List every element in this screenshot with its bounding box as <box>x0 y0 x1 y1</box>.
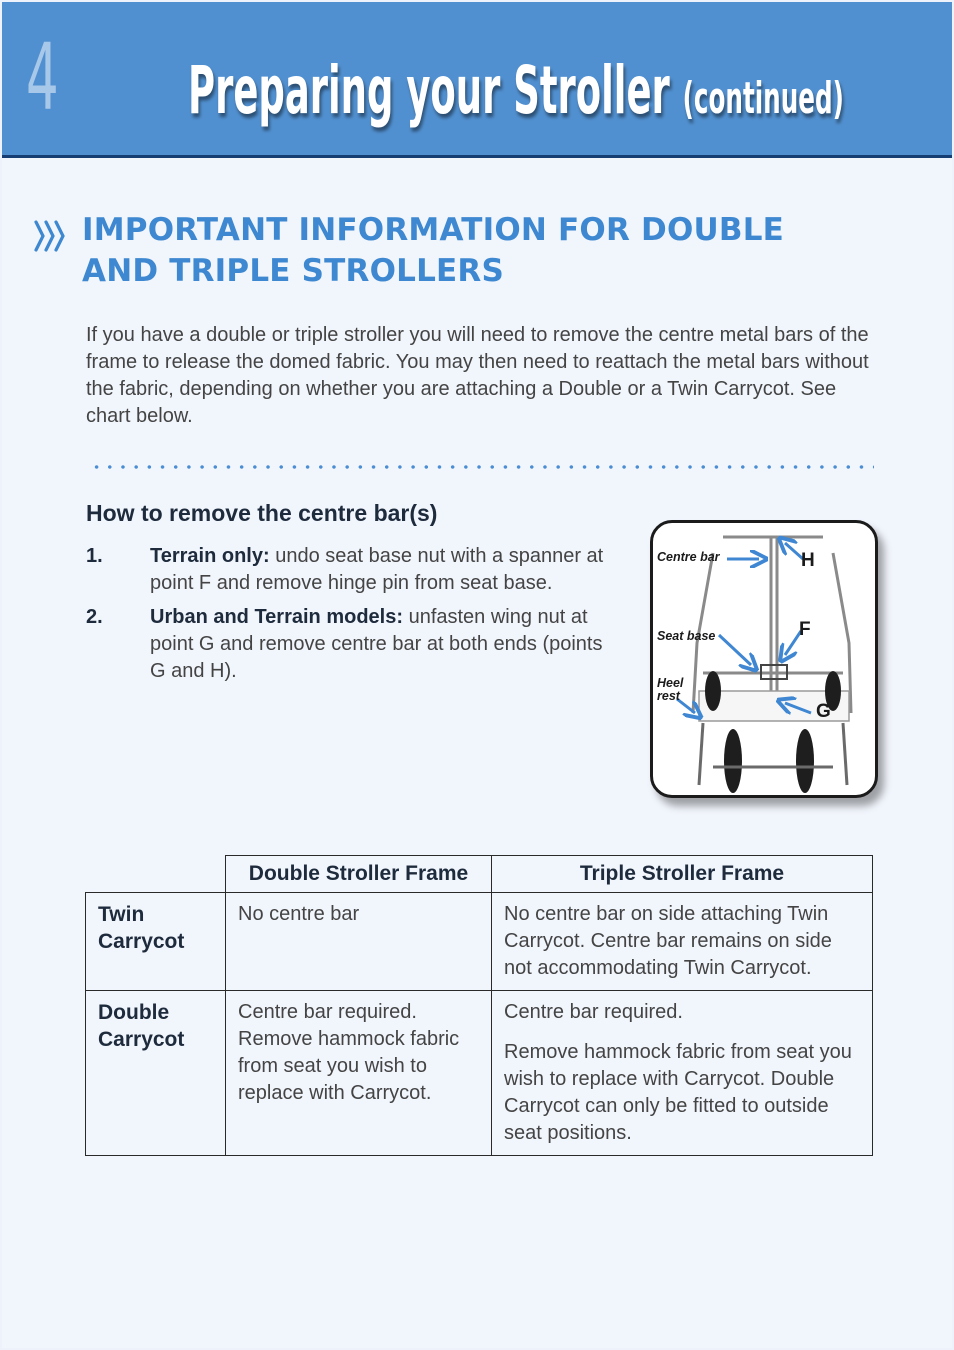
table-cell: No centre bar <box>226 893 492 991</box>
table-corner-cell <box>86 856 226 893</box>
row-header: Double Carrycot <box>86 991 226 1156</box>
chevrons-icon <box>32 216 82 256</box>
page-title-suffix: (continued) <box>682 73 844 124</box>
table-cell: Centre bar required. Remove hammock fabric from seat you wish to replace with Carrycot. <box>226 991 492 1156</box>
page-header <box>2 2 952 158</box>
label-centre-bar: Centre bar <box>657 550 720 564</box>
step-model: Urban and Terrain models: <box>150 606 404 628</box>
point-f-label: F <box>799 619 811 640</box>
row-header: Twin Carrycot <box>86 893 226 991</box>
point-g-label: G <box>816 701 831 722</box>
table-row <box>86 991 873 1156</box>
step-number: 2. <box>86 606 103 628</box>
list-item <box>86 543 616 597</box>
page-title <box>188 52 844 129</box>
label-heel-rest: Heel rest <box>657 676 684 703</box>
table-cell: Centre bar required. Remove hammock fabric from seat you wish to replace with Carrycot. Double Carrycot can only be fitted to outside seat positions. <box>492 991 873 1156</box>
point-h-label: H <box>801 550 815 571</box>
section-title: IMPORTANT INFORMATION FOR DOUBLE AND TRIPLE STROLLERS <box>82 212 785 289</box>
pointer-arrows <box>677 543 811 713</box>
list-item <box>86 604 616 685</box>
step-number: 1. <box>86 545 103 567</box>
remove-bars-heading: How to remove the centre bar(s) <box>86 500 438 526</box>
table-cell: No centre bar on side attaching Twin Carrycot. Centre bar remains on side not accommodating Twin Carrycot. <box>492 893 873 991</box>
label-seat-base: Seat base <box>657 629 716 643</box>
frame-chart <box>85 855 873 1156</box>
intro-paragraph: If you have a double or triple stroller you will need to remove the centre metal bars of the frame to release the domed fabric. You may then need to reattach the metal bars without the fabric, depending on whether you are attaching a Double or a Twin Carrycot. See chart below. <box>86 324 869 427</box>
steps-list <box>86 543 616 692</box>
section-heading <box>32 210 822 292</box>
step-text <box>150 543 610 597</box>
stroller-diagram <box>650 520 878 798</box>
chapter-number: 4 <box>26 24 59 131</box>
step-instruction: unfasten wing nut at point G and remove centre bar at both ends (points G and H). <box>150 606 603 682</box>
step-text <box>150 604 610 685</box>
page-title-main: Preparing your Stroller <box>188 52 670 129</box>
table-header-row <box>86 856 873 893</box>
column-header: Double Stroller Frame <box>226 856 492 893</box>
column-header: Triple Stroller Frame <box>492 856 873 893</box>
table-row <box>86 893 873 991</box>
step-instruction: undo seat base nut with a spanner at point F and remove hinge pin from seat base. <box>150 545 604 594</box>
dotted-divider <box>90 464 874 470</box>
page <box>2 2 952 1348</box>
step-model: Terrain only: <box>150 545 270 567</box>
